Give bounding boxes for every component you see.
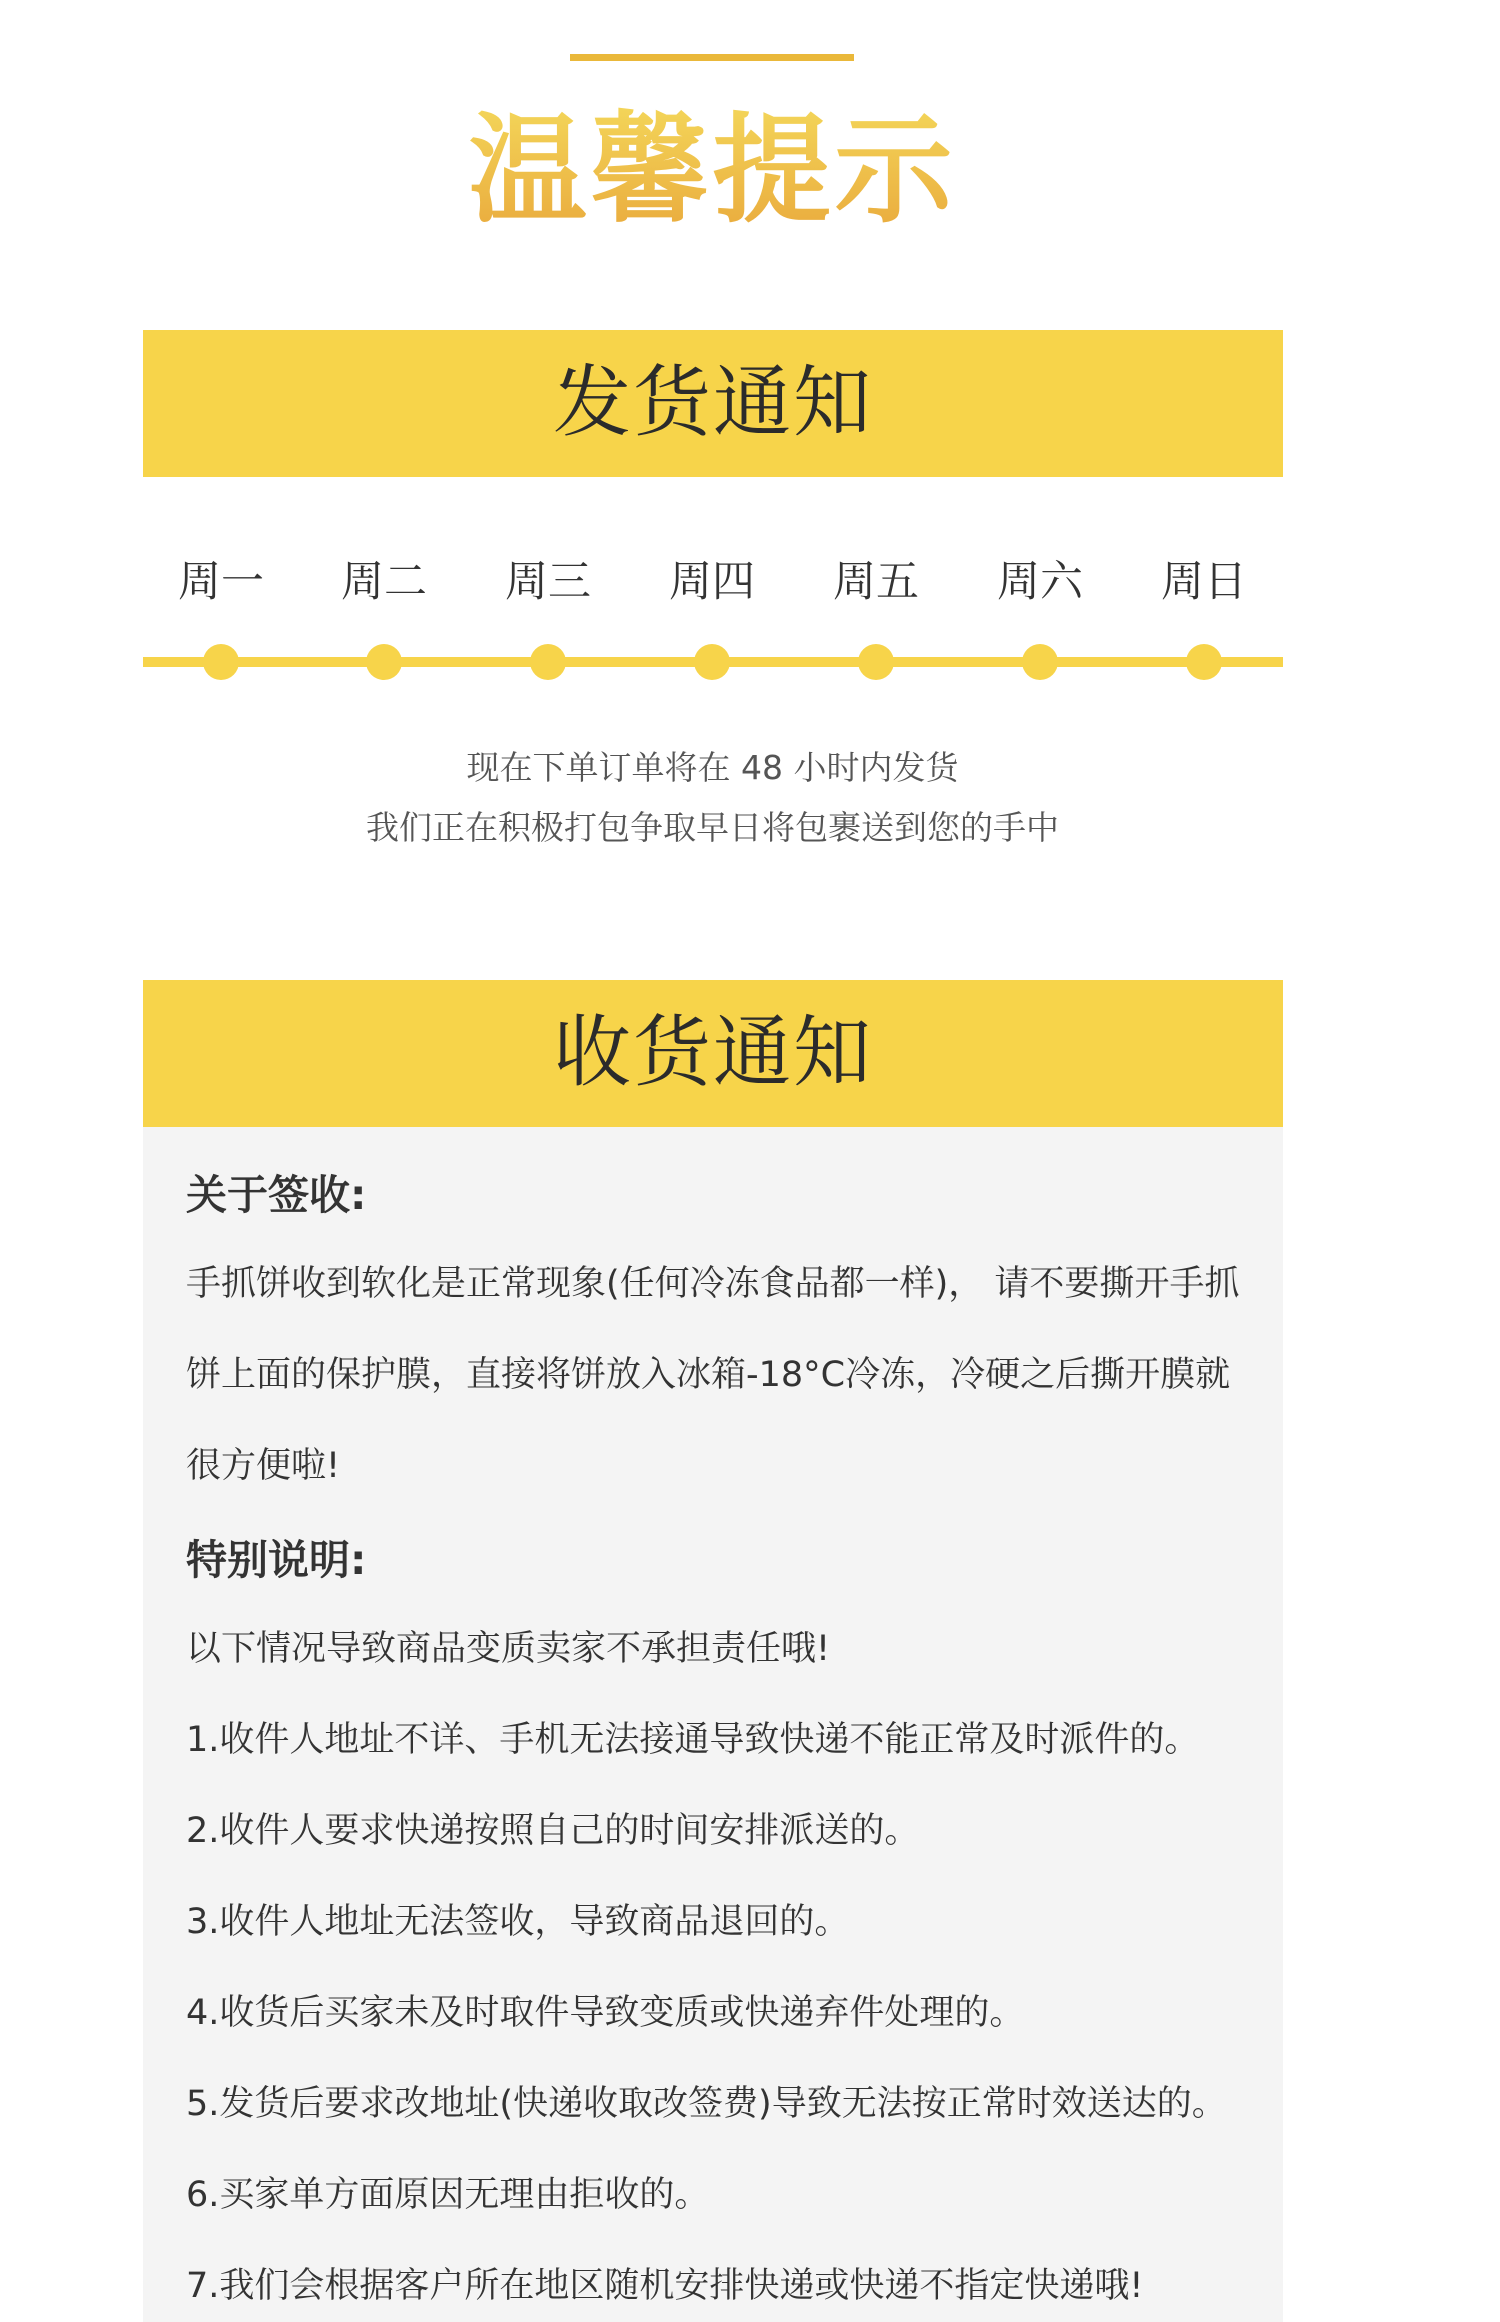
sign-text-line: 饼上面的保护膜，直接将饼放入冰箱-18°C冷冻，冷硬之后撕开膜就 [186, 1355, 1231, 1395]
sign-text-line: 很方便啦! [186, 1446, 341, 1486]
sign-text-line: 手抓饼收到软化是正常现象(任何冷冻食品都一样)， 请不要撕开手抓 [186, 1264, 1240, 1304]
weekday-labels [143, 552, 1283, 612]
shipping-notice-subtext: 我们正在积极打包争取早日将包裹送到您的手中 [366, 808, 1059, 847]
day-label-sun: 周日 [1161, 557, 1247, 607]
list-item: 4.收货后买家未及时取件导致变质或快递弃件处理的。 [186, 1993, 1025, 2033]
page-title: 温馨提示 [0, 100, 1425, 240]
timeline-dot [694, 644, 730, 680]
weekday-timeline [143, 657, 1283, 667]
day-label-mon: 周一 [178, 557, 264, 607]
shipping-notice-text: 现在下单订单将在 48 小时内发货 [466, 748, 959, 787]
timeline-dot [1022, 644, 1058, 680]
receiving-notice-banner: 收货通知 [143, 980, 1283, 1127]
list-item: 5.发货后要求改地址(快递收取改签费)导致无法按正常时效送达的。 [186, 2084, 1227, 2124]
day-label-thu: 周四 [669, 557, 755, 607]
day-label-fri: 周五 [833, 557, 919, 607]
day-label-sat: 周六 [997, 557, 1083, 607]
receiving-notice-panel [143, 1127, 1283, 2322]
special-intro: 以下情况导致商品变质卖家不承担责任哦! [186, 1629, 831, 1669]
day-label-tue: 周二 [341, 557, 427, 607]
list-item: 3.收件人地址无法签收，导致商品退回的。 [186, 1902, 850, 1942]
list-item: 1.收件人地址不详、手机无法接通导致快递不能正常及时派件的。 [186, 1720, 1200, 1760]
list-item: 6.买家单方面原因无理由拒收的。 [186, 2175, 710, 2215]
timeline-dot [203, 644, 239, 680]
decorative-top-line [570, 54, 854, 61]
timeline-dot [1186, 644, 1222, 680]
list-item: 7.我们会根据客户所在地区随机安排快递或快递不指定快递哦! [186, 2266, 1144, 2306]
shipping-notice-banner: 发货通知 [143, 330, 1283, 477]
day-label-wed: 周三 [505, 557, 591, 607]
list-item: 2.收件人要求快递按照自己的时间安排派送的。 [186, 1811, 920, 1851]
sign-heading: 关于签收: [186, 1171, 367, 1219]
special-heading: 特别说明: [186, 1536, 367, 1584]
timeline-dot [530, 644, 566, 680]
timeline-dot [858, 644, 894, 680]
timeline-dot [366, 644, 402, 680]
